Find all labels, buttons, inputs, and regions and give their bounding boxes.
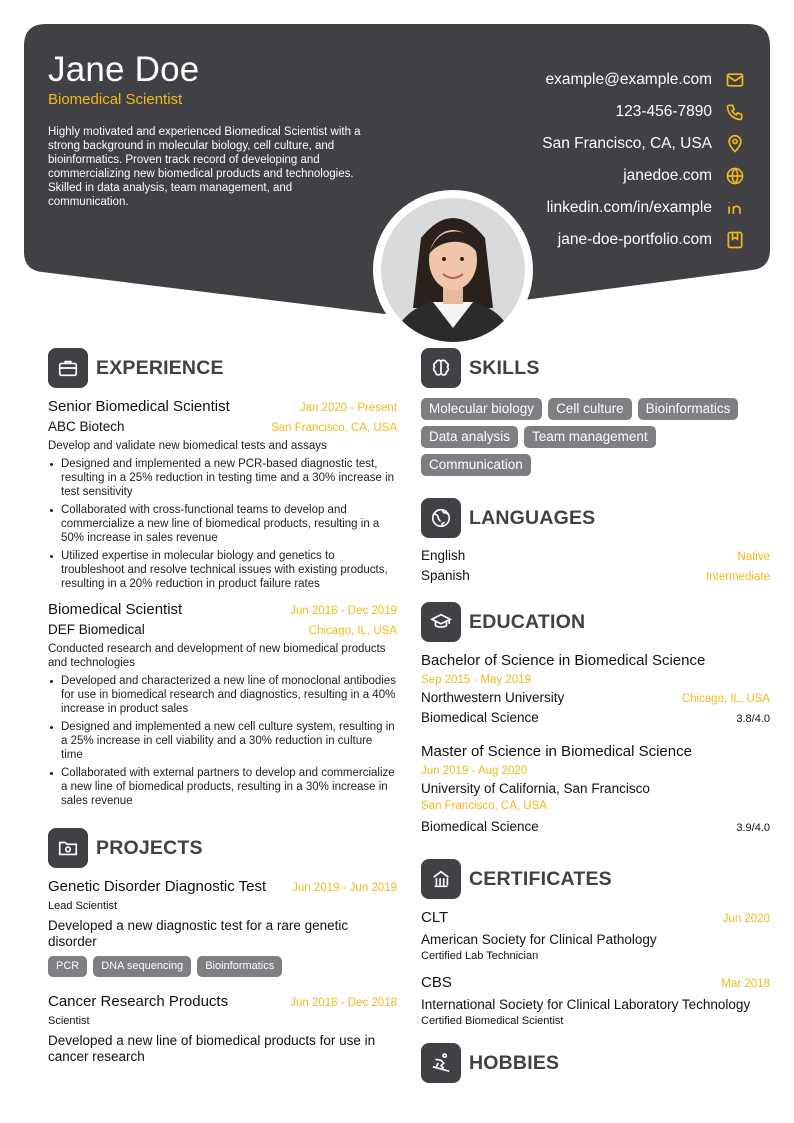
job-bullet: Designed and implemented a new PCR-based diagnostic test, resulting in a 25% reduction in testing time and a 30% increase in test sensitivity (48, 457, 397, 499)
job-entry (48, 601, 397, 808)
certificate-date: Mar 2018 (721, 978, 770, 990)
education-location: San Francisco, CA, USA (421, 800, 547, 812)
contact-portfolio[interactable] (542, 224, 746, 256)
job-bullet: Collaborated with cross-functional teams to develop and commercialize a new line of biomedical products, resulting in a 50% increase in sales revenue (48, 503, 397, 545)
job-bullet: Developed and characterized a new line of monoclonal antibodies for use in biomedical research and diagnostics, resulting in a 40% increase in product sales (48, 674, 397, 716)
skill-tag: Molecular biology (421, 398, 542, 420)
project-tags (48, 956, 397, 983)
education-school: Northwestern University (421, 690, 565, 705)
contact-location (542, 128, 746, 160)
profile-photo (381, 198, 525, 342)
certificates-section-header (421, 859, 770, 899)
skill-tag: Bioinformatics (638, 398, 739, 420)
project-tag: DNA sequencing (93, 956, 191, 977)
job-bullets (48, 674, 397, 808)
education-degree: Bachelor of Science in Biomedical Science (421, 652, 706, 669)
contact-portfolio-text[interactable]: jane-doe-portfolio.com (557, 231, 712, 248)
project-date: Jun 2019 - Jun 2019 (292, 882, 397, 894)
language-level: Native (737, 551, 770, 563)
project-name: Cancer Research Products (48, 993, 229, 1010)
profile-summary: Highly motivated and experienced Biomedical Scientist with a strong background in molecular biology, cell culture, and bioinformatics. Proven track record of developing and commercializing new biomedical products and technologies. Skilled in data analysis, team management, and communication. (48, 126, 361, 208)
skills-section-header (421, 348, 770, 388)
education-gpa: 3.9/4.0 (736, 822, 770, 834)
job-role: Biomedical Scientist (48, 601, 183, 618)
language-name: English (421, 548, 466, 563)
contact-email-text[interactable]: example@example.com (545, 71, 712, 88)
certificate-full-name: Certified Biomedical Scientist (421, 1015, 564, 1027)
skill-tag: Team management (524, 426, 656, 448)
mail-icon (724, 69, 746, 91)
experience-section-header (48, 348, 397, 388)
job-bullet: Utilized expertise in molecular biology and genetics to troubleshoot and resolve technical issues with existing products, resulting in a 20% reduction in product failure rates (48, 549, 397, 591)
location-pin-icon (724, 133, 746, 155)
project-description: Developed a new line of biomedical products for use in cancer research (48, 1033, 376, 1064)
language-list (421, 548, 770, 588)
certificate-entry (421, 974, 770, 1027)
language-item (421, 548, 770, 568)
skill-tag: Cell culture (548, 398, 632, 420)
hobbies-section-header (421, 1043, 770, 1083)
contact-phone[interactable] (542, 96, 746, 128)
projects-section-header (48, 828, 397, 868)
linkedin-icon (724, 197, 746, 219)
education-location: Chicago, IL, USA (681, 693, 770, 705)
job-date: Jun 2018 - Dec 2019 (290, 605, 397, 617)
education-entry (421, 743, 770, 839)
skill-tag: Data analysis (421, 426, 518, 448)
certificate-issuer: American Society for Clinical Pathology (421, 932, 657, 947)
contact-website-text[interactable]: janedoe.com (623, 167, 712, 184)
language-name: Spanish (421, 568, 470, 583)
hobbies-title: HOBBIES (469, 1051, 560, 1074)
right-column (421, 348, 770, 1093)
brain-icon (421, 348, 461, 388)
candidate-name: Jane Doe (48, 50, 200, 89)
projects-title: PROJECTS (96, 836, 203, 859)
job-summary: Develop and validate new biomedical tests and assays (48, 440, 327, 452)
skiing-icon (421, 1043, 461, 1083)
left-column (48, 348, 397, 1065)
job-date: Jan 2020 - Present (299, 402, 397, 414)
certificate-full-name: Certified Lab Technician (421, 950, 539, 962)
project-role: Lead Scientist (48, 900, 118, 912)
education-date: Jun 2019 - Aug 2020 (421, 765, 528, 777)
bookmark-icon (724, 229, 746, 251)
job-location: San Francisco, CA, USA (271, 422, 397, 434)
skill-tag: Communication (421, 454, 531, 476)
job-company: ABC Biotech (48, 419, 125, 434)
certificate-entry (421, 909, 770, 962)
globe-icon (724, 165, 746, 187)
contact-website[interactable] (542, 160, 746, 192)
project-tag: Bioinformatics (197, 956, 282, 977)
language-level: Intermediate (706, 571, 770, 583)
languages-title: LANGUAGES (469, 506, 596, 529)
languages-section-header (421, 498, 770, 538)
profile-photo-frame (373, 190, 533, 350)
contact-linkedin[interactable] (542, 192, 746, 224)
education-section-header (421, 602, 770, 642)
project-role: Scientist (48, 1015, 90, 1027)
education-degree: Master of Science in Biomedical Science (421, 743, 692, 760)
resume-header (24, 24, 770, 314)
job-location: Chicago, IL, USA (308, 625, 397, 637)
education-title: EDUCATION (469, 610, 586, 633)
education-field: Biomedical Science (421, 710, 539, 725)
certificate-name: CBS (421, 974, 452, 991)
graduation-cap-icon (421, 602, 461, 642)
contact-phone-text[interactable]: 123-456-7890 (615, 103, 712, 120)
job-entry (48, 398, 397, 591)
contact-linkedin-text[interactable]: linkedin.com/in/example (546, 199, 712, 216)
job-summary: Conducted research and development of new biomedical products and technologies (48, 643, 386, 669)
job-bullet: Collaborated with external partners to develop and commercialize a new line of biomedical products, resulting in a 30% increase in sales revenue (48, 766, 397, 808)
certificate-date: Jun 2020 (722, 913, 770, 925)
phone-icon (724, 101, 746, 123)
contact-email[interactable] (542, 64, 746, 96)
job-role: Senior Biomedical Scientist (48, 398, 230, 415)
briefcase-icon (48, 348, 88, 388)
project-entry (48, 878, 397, 983)
contact-location-text: San Francisco, CA, USA (542, 135, 712, 152)
skills-title: SKILLS (469, 356, 540, 379)
project-name: Genetic Disorder Diagnostic Test (48, 878, 267, 895)
job-bullet: Designed and implemented a new cell culture system, resulting in a 25% increase in cell viability and a 30% reduction in culture time (48, 720, 397, 762)
project-tag: PCR (48, 956, 87, 977)
project-description: Developed a new diagnostic test for a rare genetic disorder (48, 918, 349, 949)
globe-language-icon (421, 498, 461, 538)
certificate-name: CLT (421, 909, 449, 926)
job-bullets (48, 457, 397, 591)
contact-list (542, 64, 746, 256)
candidate-title: Biomedical Scientist (48, 91, 183, 108)
institution-icon (421, 859, 461, 899)
project-entry (48, 993, 397, 1065)
job-company: DEF Biomedical (48, 622, 145, 637)
education-date: Sep 2015 - May 2019 (421, 674, 531, 686)
experience-title: EXPERIENCE (96, 356, 224, 379)
education-school: University of California, San Francisco (421, 781, 650, 796)
education-field: Biomedical Science (421, 819, 539, 834)
education-entry (421, 652, 770, 730)
certificate-issuer: International Society for Clinical Laboratory Technology (421, 997, 751, 1012)
skills-tags (421, 398, 770, 482)
education-gpa: 3.8/4.0 (736, 713, 770, 725)
folder-icon (48, 828, 88, 868)
project-date: Jun 2018 - Dec 2018 (290, 997, 397, 1009)
certificates-title: CERTIFICATES (469, 867, 612, 890)
language-item (421, 568, 770, 588)
